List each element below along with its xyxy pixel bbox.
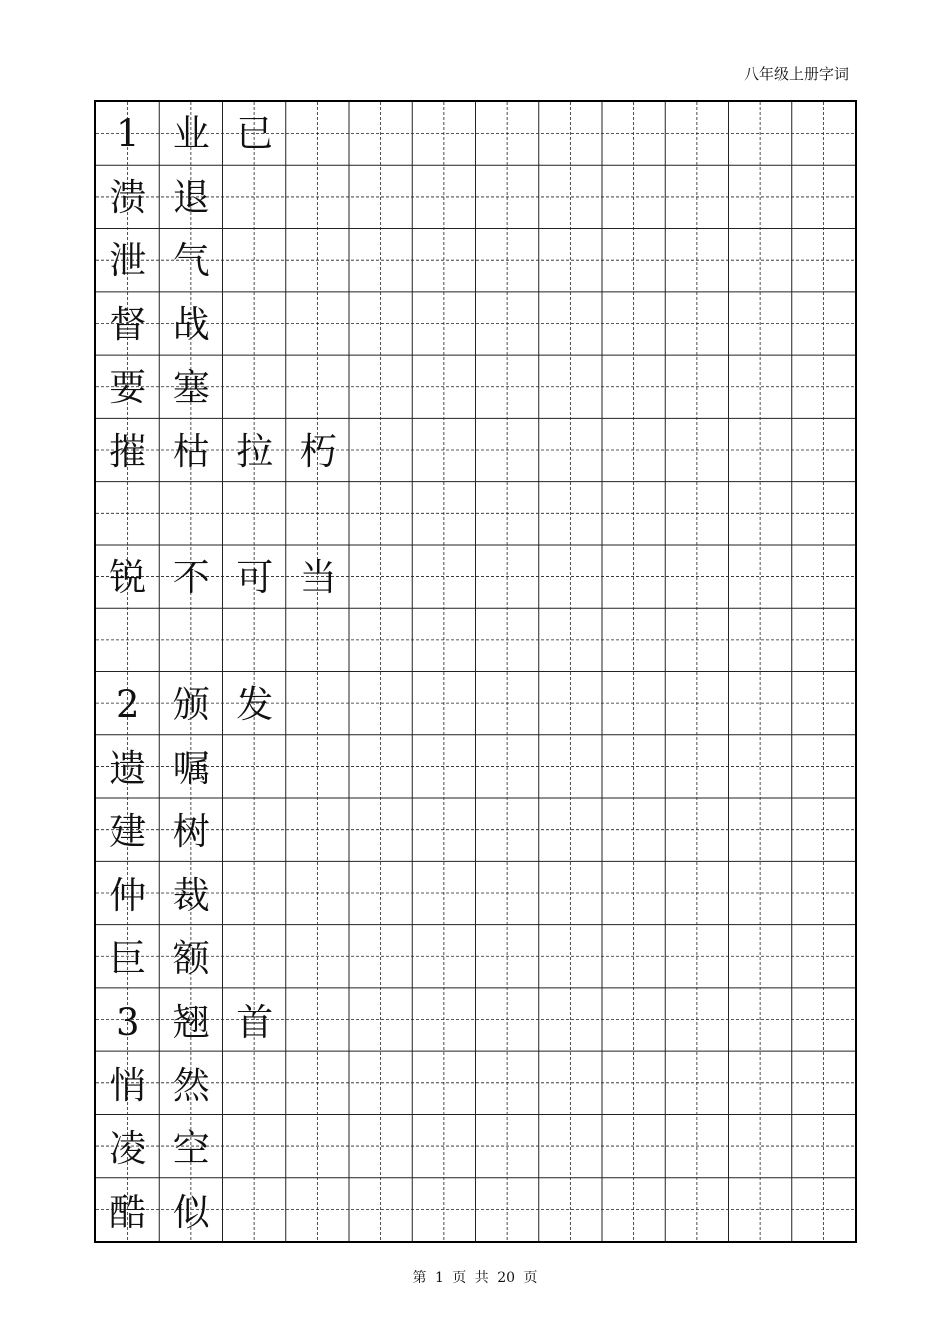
grid-rows	[96, 102, 855, 1241]
grid-row	[96, 419, 855, 483]
header-title: 八年级上册字词	[743, 65, 849, 83]
page-footer: 第 1 页 共 20 页	[412, 1270, 538, 1286]
grid-row	[96, 800, 855, 864]
grid-char: 3	[115, 1000, 140, 1044]
grid-char: 当	[299, 556, 337, 600]
grid-char: 酷	[109, 1190, 147, 1234]
grid-row	[96, 229, 855, 293]
grid-char: 不	[172, 556, 210, 600]
grid-char: 额	[172, 937, 210, 981]
grid-char: 可	[236, 556, 274, 600]
grid-char: 摧	[109, 429, 147, 473]
grid-char: 气	[172, 239, 210, 283]
grid-char: 拉	[236, 429, 274, 473]
grid-char: 遗	[109, 746, 147, 790]
grid-char: 枯	[172, 429, 210, 473]
grid-char: 凌	[109, 1127, 147, 1171]
grid-row	[96, 165, 855, 229]
grid-char: 泄	[109, 239, 147, 283]
grid-row	[96, 292, 855, 356]
grid-char: 嘱	[172, 746, 210, 790]
grid-row	[96, 1117, 855, 1181]
grid-char: 督	[109, 302, 147, 346]
grid-char: 已	[236, 112, 274, 156]
grid-char: 1	[115, 112, 140, 156]
grid-char: 塞	[172, 366, 210, 410]
grid-char: 建	[109, 810, 147, 854]
grid-row	[96, 546, 855, 610]
grid-row	[96, 737, 855, 801]
grid-char: 首	[236, 1000, 274, 1044]
grid-char: 要	[109, 366, 147, 410]
writing-grid	[94, 100, 857, 1243]
grid-row	[96, 863, 855, 927]
grid-char: 发	[236, 683, 274, 727]
grid-char: 战	[172, 302, 210, 346]
grid-char: 业	[172, 112, 210, 156]
grid-row	[96, 990, 855, 1054]
grid-char: 翘	[172, 1000, 210, 1044]
grid-char: 悄	[109, 1064, 147, 1107]
grid-char: 然	[172, 1064, 210, 1107]
grid-row	[96, 673, 855, 737]
grid-char: 退	[172, 175, 210, 219]
grid-row	[96, 927, 855, 991]
grid-char: 仲	[109, 873, 147, 917]
grid-char: 巨	[109, 937, 147, 981]
grid-char: 溃	[109, 175, 147, 219]
grid-char: 裁	[172, 873, 210, 917]
grid-row	[96, 356, 855, 420]
grid-row	[96, 1181, 855, 1245]
grid-row	[96, 102, 855, 166]
grid-char: 2	[115, 683, 140, 727]
grid-char: 树	[172, 810, 210, 854]
grid-row	[96, 1054, 855, 1118]
grid-char: 空	[172, 1127, 210, 1171]
grid-char: 似	[172, 1190, 210, 1234]
grid-char: 锐	[109, 556, 147, 600]
grid-char: 朽	[299, 429, 337, 473]
grid-char: 颁	[172, 683, 210, 727]
